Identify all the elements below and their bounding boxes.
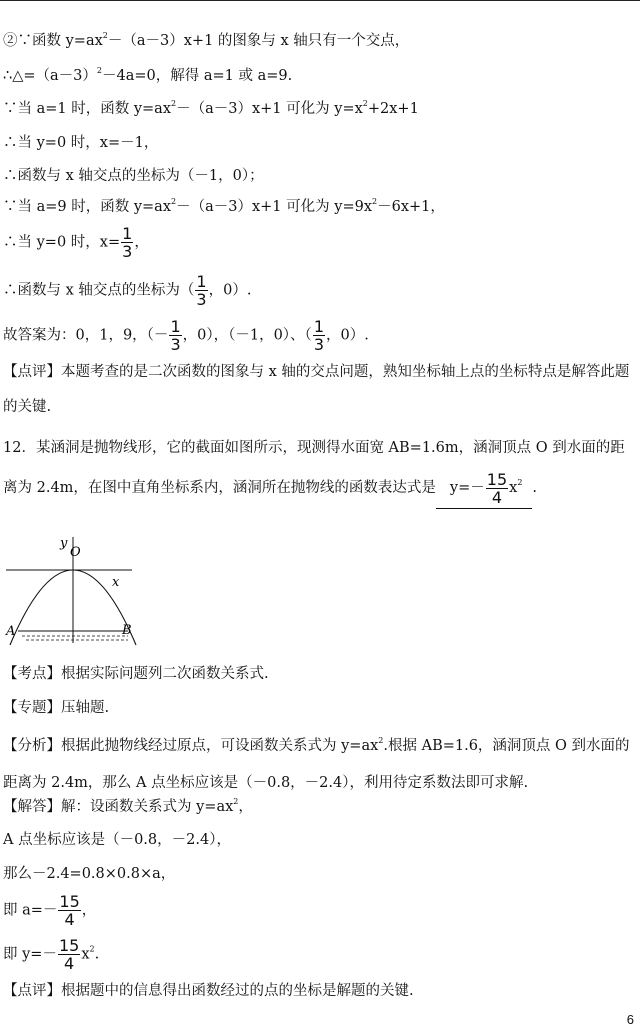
x-axis-label: x xyxy=(112,575,120,590)
fraction: $\frac{15}{4}$ xyxy=(486,469,508,507)
zhuanti-line: 【专题】压轴题. xyxy=(3,700,110,716)
solution-line-1: ②∵函数 $y=ax^2-(a-3)x+1$ 的图象与 x 轴只有一个交点， xyxy=(3,31,410,49)
top-rule xyxy=(0,0,640,1)
kaodian-line: 【考点】根据实际问题列二次函数关系式. xyxy=(3,666,269,682)
parabola-diagram xyxy=(2,535,142,647)
solution-line-5: ∴函数与 x 轴交点的坐标为（－1，0）； xyxy=(3,168,264,184)
solution-line-2: $\therefore\triangle=(a-3)^2-4a=0$，解得 a=1 或 a=9. xyxy=(3,66,293,84)
fraction: $\frac{1}{3}$ xyxy=(196,272,207,309)
solution-line-8: ∴函数与 x 轴交点的坐标为（ $\frac{1}{3}$ ，0）. xyxy=(3,272,252,309)
step-line-1: A 点坐标应该是（－0.8，－2.4）， xyxy=(3,832,231,848)
answer-blank: y=－ $\frac{15}{4}$ $x^2$ xyxy=(436,468,532,509)
dianping-line: 【点评】根据题中的信息得出函数经过的点的坐标是解题的关键. xyxy=(3,983,414,999)
solution-comment: 【点评】本题考查的是二次函数的图象与 x 轴的交点问题，熟知坐标轴上点的坐标特点是解答此题的关键. xyxy=(3,364,630,415)
solution-line-3: ∵当 a=1 时，函数 $y=ax^2-(a-3)x+1$ 可化为 $y=x^2+2x+1$ xyxy=(3,99,419,117)
fraction: $\frac{15}{4}$ xyxy=(58,936,80,973)
fraction: $\frac{1}{3}$ xyxy=(170,317,181,354)
solution-line-7: ∴当 y=0 时，x= $\frac{1}{3}$ ， xyxy=(3,224,149,261)
solution-line-9: 故答案为：0，1，9，（－ $\frac{1}{3}$ ，0），（－1，0）、（ $\frac{1}{3}$ ，0）. xyxy=(3,317,369,354)
step-line-2: 那么－2.4=0.8×0.8×a， xyxy=(3,866,176,882)
problem-12-text: 12．某涵洞是抛物线形，它的截面如图所示，现测得水面宽 AB=1.6m，涵洞顶点 O 到水面的距离为 2.4m，在图中直角坐标系内，涵洞所在抛物线的函数表达式是 y=－ $\frac{15}{4}$ $x^2$ . xyxy=(3,428,635,509)
origin-label: O xyxy=(70,545,81,560)
step-line-3: 即 a=－ $\frac{15}{4}$ ， xyxy=(3,892,97,929)
point-a-label: A xyxy=(6,624,16,639)
page-number: 6 xyxy=(626,1012,634,1027)
fraction: $\frac{15}{4}$ xyxy=(59,892,80,929)
point-b-label: B xyxy=(122,623,132,638)
solution-line-6: ∵当 a=9 时，函数 $y=ax^2-(a-3)x+1$ 可化为 $y=9x^2-6x+1$， xyxy=(3,197,445,215)
jieda-line: 【解答】解：设函数关系式为 $y=ax^2$， xyxy=(3,797,253,815)
y-axis-label: y xyxy=(60,536,68,551)
parabola-figure xyxy=(2,535,142,647)
fenxi-text: 【分析】根据此抛物线经过原点，可设函数关系式为 $y=ax^2$.根据 AB=1.6，涵洞顶点 O 到水面的距离为 2.4m，那么 A 点坐标应该是（－0.8，－2.4），利用待定系数法即可求解. xyxy=(3,736,630,791)
fraction: $\frac{1}{3}$ xyxy=(122,224,133,261)
fraction: $\frac{1}{3}$ xyxy=(313,317,324,354)
step-line-4: 即 y=－ $\frac{15}{4}$ $x^2$. xyxy=(3,936,100,973)
solution-line-4: ∴当 y=0 时，x=－1， xyxy=(3,135,159,151)
